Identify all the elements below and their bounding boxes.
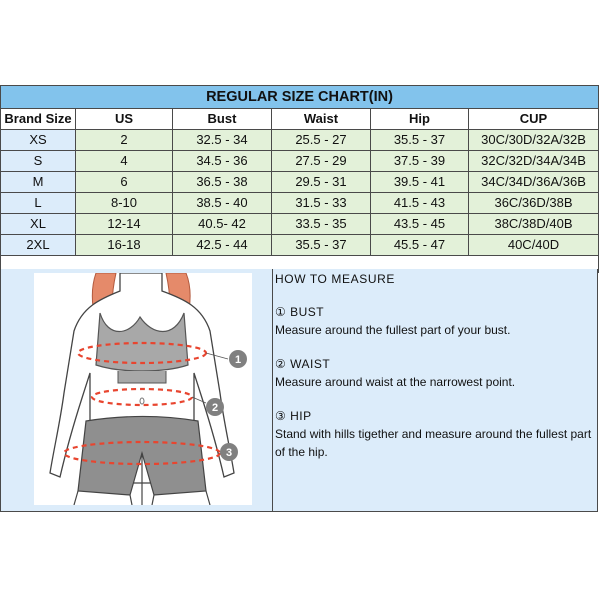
table-cell: 16-18 — [76, 235, 173, 256]
col-header: Hip — [371, 109, 469, 130]
step-waist — [275, 355, 515, 391]
table-cell: 32.5 - 34 — [173, 130, 272, 151]
table-cell: 43.5 - 45 — [371, 214, 469, 235]
col-header: US — [76, 109, 173, 130]
brand-size-cell: M — [1, 172, 76, 193]
table-cell: 2 — [76, 130, 173, 151]
table-cell: 4 — [76, 151, 173, 172]
table-cell: 41.5 - 43 — [371, 193, 469, 214]
col-header: Waist — [272, 109, 371, 130]
header-row — [1, 109, 599, 130]
step-marker: ③ — [275, 409, 287, 423]
marker-3 — [220, 443, 238, 461]
brand-size-cell: XS — [1, 130, 76, 151]
table-cell: 32C/32D/34A/34B — [469, 151, 599, 172]
table-row — [1, 235, 599, 256]
size-table — [0, 85, 599, 273]
table-cell: 36C/36D/38B — [469, 193, 599, 214]
step-bust — [275, 303, 510, 339]
step-marker: ① — [275, 305, 287, 319]
step-label: WAIST — [290, 357, 331, 371]
marker-1 — [229, 350, 247, 368]
table-row — [1, 214, 599, 235]
table-cell: 45.5 - 47 — [371, 235, 469, 256]
col-header: Brand Size — [1, 109, 76, 130]
step-text: Stand with hills tigether and measure around the fullest part of the hip. — [275, 427, 592, 459]
figure-panel — [1, 269, 273, 511]
svg-text:1: 1 — [234, 354, 242, 366]
brand-size-cell: L — [1, 193, 76, 214]
brand-size-cell: 2XL — [1, 235, 76, 256]
svg-text:3: 3 — [225, 447, 233, 459]
how-to-title: HOW TO MEASURE — [275, 272, 395, 286]
step-hip — [275, 407, 595, 461]
table-cell: 37.5 - 39 — [371, 151, 469, 172]
table-row — [1, 151, 599, 172]
col-header: CUP — [469, 109, 599, 130]
table-cell: 38C/38D/40B — [469, 214, 599, 235]
step-label: HIP — [290, 409, 312, 423]
table-cell: 34C/34D/36A/36B — [469, 172, 599, 193]
table-row — [1, 172, 599, 193]
table-cell: 12-14 — [76, 214, 173, 235]
table-cell: 35.5 - 37 — [371, 130, 469, 151]
table-cell: 39.5 - 41 — [371, 172, 469, 193]
step-text: Measure around waist at the narrowest point. — [275, 375, 516, 389]
brand-size-cell: XL — [1, 214, 76, 235]
step-label: BUST — [290, 305, 325, 319]
brand-size-cell: S — [1, 151, 76, 172]
table-cell: 40.5- 42 — [173, 214, 272, 235]
chart-title: REGULAR SIZE CHART(IN) — [1, 86, 599, 109]
svg-text:2: 2 — [211, 402, 219, 414]
size-chart — [0, 85, 598, 513]
step-marker: ② — [275, 357, 287, 371]
table-cell: 38.5 - 40 — [173, 193, 272, 214]
body-figure — [34, 273, 252, 505]
table-row — [1, 193, 599, 214]
table-cell: 29.5 - 31 — [272, 172, 371, 193]
table-row — [1, 130, 599, 151]
table-cell: 40C/40D — [469, 235, 599, 256]
marker-2 — [206, 398, 224, 416]
instructions-panel — [273, 269, 597, 511]
table-cell: 33.5 - 35 — [272, 214, 371, 235]
table-cell: 25.5 - 27 — [272, 130, 371, 151]
how-to-measure-panel — [0, 269, 598, 512]
table-cell: 42.5 - 44 — [173, 235, 272, 256]
table-cell: 31.5 - 33 — [272, 193, 371, 214]
body-illustration — [34, 273, 252, 505]
table-cell: 35.5 - 37 — [272, 235, 371, 256]
table-cell: 6 — [76, 172, 173, 193]
step-text: Measure around the fullest part of your bust. — [275, 323, 511, 337]
table-cell: 34.5 - 36 — [173, 151, 272, 172]
table-cell: 36.5 - 38 — [173, 172, 272, 193]
col-header: Bust — [173, 109, 272, 130]
table-cell: 30C/30D/32A/32B — [469, 130, 599, 151]
table-cell: 27.5 - 29 — [272, 151, 371, 172]
table-cell: 8-10 — [76, 193, 173, 214]
